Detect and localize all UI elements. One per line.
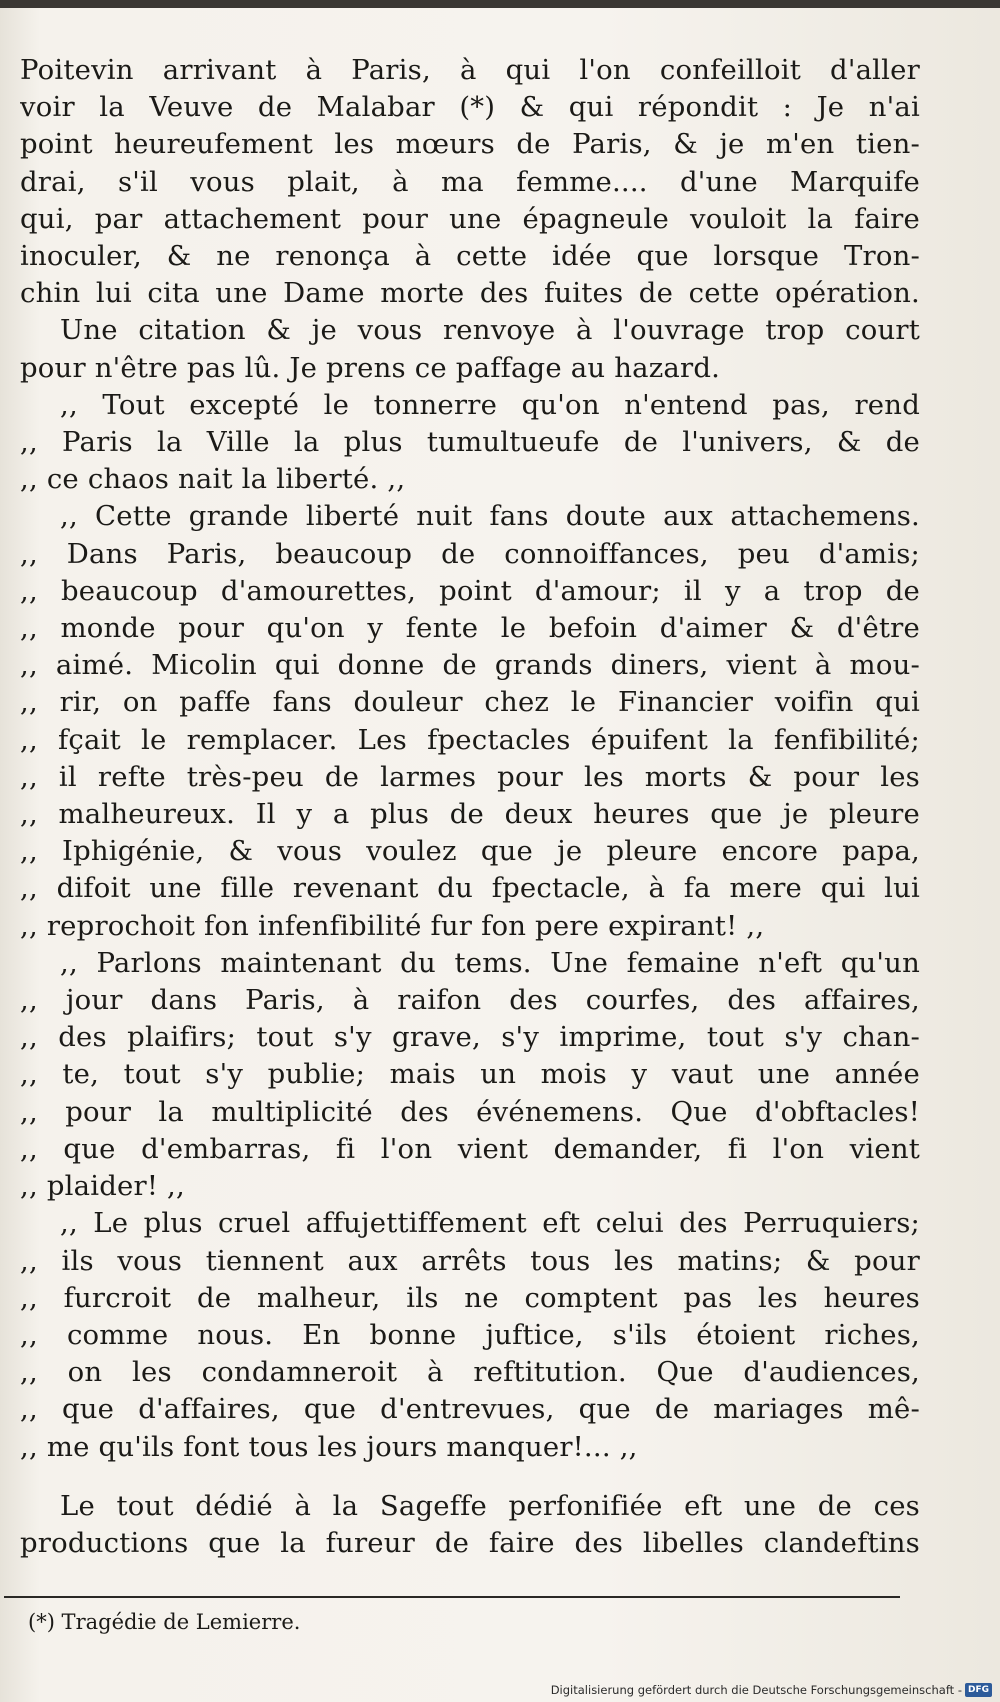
quote-line: ,, Tout excepté le tonnerre qu'on n'entend pas, rend (60, 388, 920, 421)
quote-line: ,, te, tout s'y publie; mais un mois y vaut une année (20, 1058, 920, 1091)
text-line: inoculer, & ne renonça à cette idée que lorsque Tron- (20, 240, 920, 273)
text-line: productions que la fureur de faire des libelles clandeftins (20, 1526, 920, 1559)
text-line: Une citation & je vous renvoye à l'ouvrage trop court (60, 314, 920, 347)
quote-line: ,, pour la multiplicité des événemens. Que d'obftacles! (20, 1095, 920, 1128)
text-line: chin lui cita une Dame morte des fuites de cette opération. (20, 277, 920, 310)
digitization-credit (551, 1683, 992, 1697)
quote-line: ,, comme nous. En bonne juftice, s'ils étoient riches, (20, 1318, 920, 1351)
quote-line: ,, Dans Paris, beaucoup de connoiffances, peu d'amis; (20, 537, 920, 570)
quote-line: ,, beaucoup d'amourettes, point d'amour; il y a trop de (20, 574, 920, 607)
quote-line: ,, aimé. Micolin qui donne de grands diners, vient à mou- (20, 649, 920, 682)
quote-line: ,, me qu'ils font tous les jours manquer!... ,, (20, 1430, 638, 1463)
quote-line: ,, malheureux. Il y a plus de deux heures que je pleure (20, 798, 920, 831)
quote-line: ,, furcroit de malheur, ils ne comptent pas les heures (20, 1281, 920, 1314)
quote-line: ,, on les condamneroit à reftitution. Que d'audiences, (20, 1356, 920, 1389)
quote-line: ,, des plaifirs; tout s'y grave, s'y imprime, tout s'y chan- (20, 1021, 920, 1054)
quote-line: ,, Parlons maintenant du tems. Une femaine n'eft qu'un (60, 946, 920, 979)
text-line: qui, par attachement pour une épagneule vouloit la faire (20, 202, 920, 235)
quote-line: ,, ils vous tiennent aux arrêts tous les matins; & pour (20, 1244, 920, 1277)
dfg-logo-icon: DFG (965, 1683, 992, 1697)
text-line: Poitevin arrivant à Paris, à qui l'on confeilloit d'aller (20, 54, 920, 86)
paragraph-gap (20, 1466, 920, 1488)
footnote: (*) Tragédie de Lemierre. (28, 1610, 301, 1634)
text-line: drai, s'il vous plait, à ma femme.... d'une Marquife (20, 165, 920, 198)
quote-line: ,, difoit une fille revenant du fpectacle, à fa mere qui lui (20, 872, 920, 905)
quote-line: ,, reprochoit fon infenfibilité fur fon pere expirant! ,, (20, 909, 765, 942)
quote-line: ,, que d'affaires, que d'entrevues, que de mariages mê- (20, 1393, 920, 1426)
quote-line: ,, Cette grande liberté nuit fans doute aux attachemens. (60, 500, 920, 533)
page-top-edge (0, 0, 1000, 8)
body-text (20, 52, 920, 1562)
quote-line: ,, plaider! ,, (20, 1170, 185, 1203)
quote-line: ,, jour dans Paris, à raifon des courfes, des affaires, (20, 984, 920, 1017)
quote-line: ,, Paris la Ville la plus tumultueufe de l'univers, & de (20, 426, 920, 459)
footnote-rule (4, 1596, 900, 1598)
quote-line: ,, Le plus cruel affujettiffement eft celui des Perruquiers; (60, 1207, 920, 1240)
text-line: voir la Veuve de Malabar (*) & qui répondit : Je n'ai (20, 91, 920, 124)
quote-line: ,, il refte très-peu de larmes pour les morts & pour les (20, 760, 920, 793)
quote-line: ,, monde pour qu'on y fente le befoin d'aimer & d'être (20, 612, 920, 645)
quote-line: ,, ce chaos nait la liberté. ,, (20, 463, 406, 496)
quote-line: ,, Iphigénie, & vous voulez que je pleure encore papa, (20, 835, 920, 868)
text-line: point heureufement les mœurs de Paris, & je m'en tien- (20, 128, 920, 161)
credit-text: Digitalisierung gefördert durch die Deutsche Forschungsgemeinschaft - (550, 1683, 962, 1697)
text-line: Le tout dédié à la Sageffe perfonifiée eft une de ces (60, 1489, 920, 1522)
quote-line: ,, rir, on paffe fans douleur chez le Financier voifin qui (20, 686, 920, 719)
text-line: pour n'être pas lû. Je prens ce paffage au hazard. (20, 351, 721, 384)
quote-line: ,, fçait le remplacer. Les fpectacles épuifent la fenfibilité; (20, 723, 920, 756)
quote-line: ,, que d'embarras, fi l'on vient demander, fi l'on vient (20, 1132, 920, 1165)
